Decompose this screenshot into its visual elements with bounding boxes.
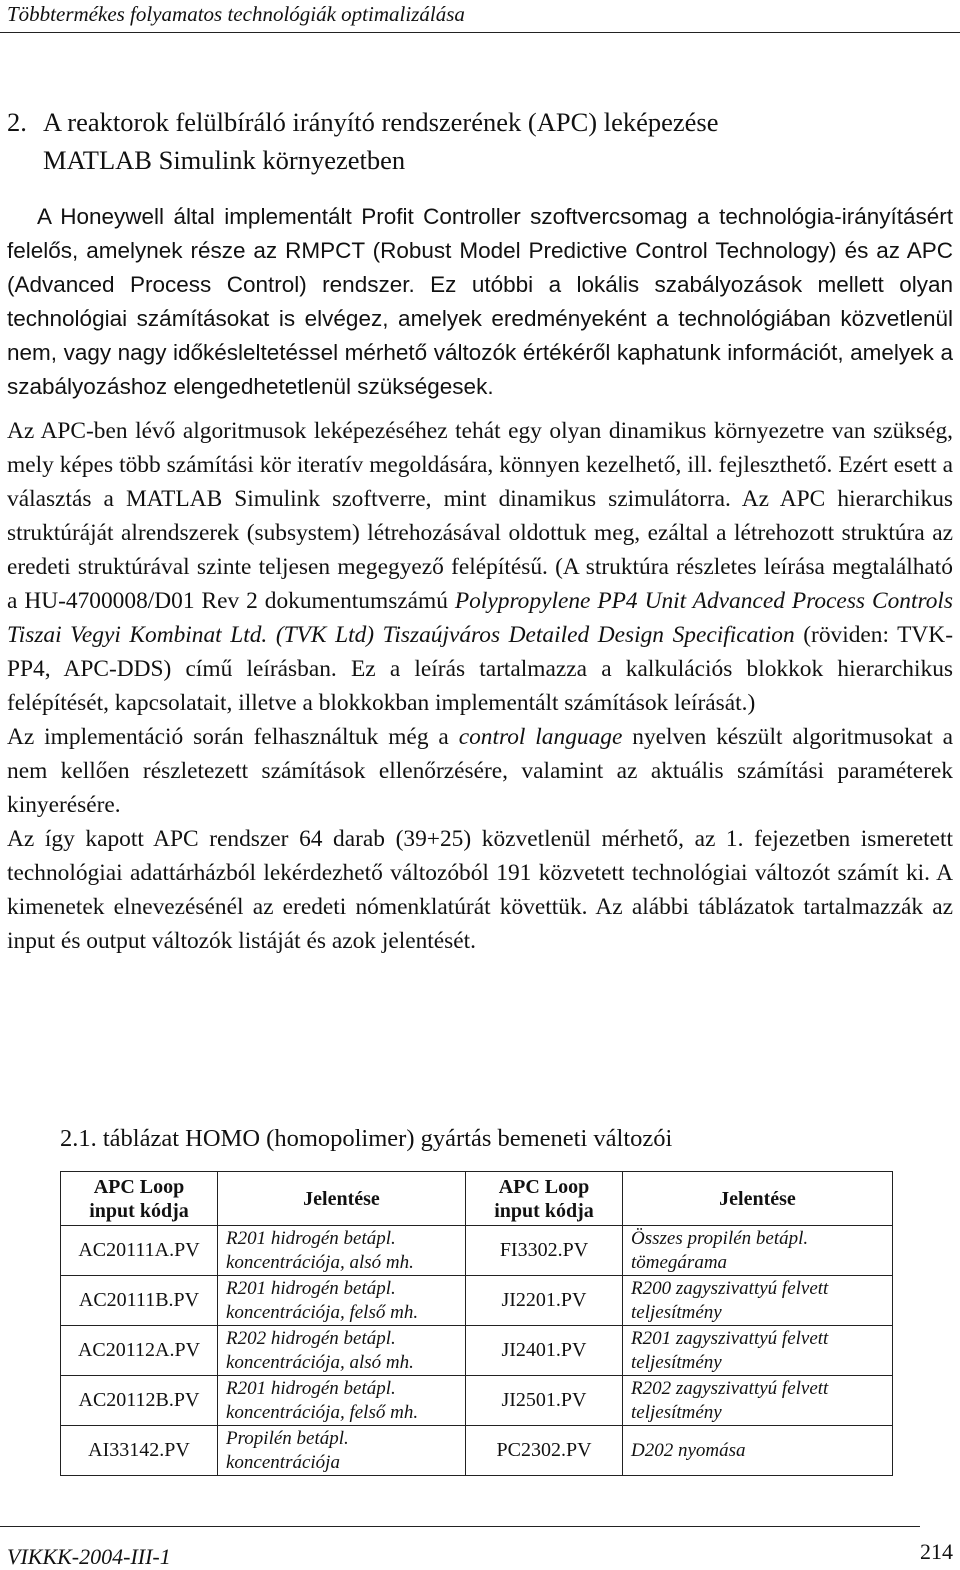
body-text <box>7 200 953 958</box>
loop-meaning: R201 hidrogén betápl. koncentrációja, felső mh. <box>218 1276 466 1326</box>
loop-meaning: Propilén betápl. koncentrációja <box>218 1426 466 1476</box>
loop-meaning: R201 zagyszivattyú felvett teljesítmény <box>623 1326 893 1376</box>
loop-code: FI3302.PV <box>466 1226 623 1276</box>
paragraph-3 <box>7 720 953 822</box>
page-number: 214 <box>920 1539 953 1564</box>
header-meaning-2: Jelentése <box>623 1172 893 1226</box>
table-row <box>61 1226 893 1276</box>
table-header-row <box>61 1172 893 1226</box>
loop-code: AC20111B.PV <box>61 1276 218 1326</box>
loop-code: AC20112B.PV <box>61 1376 218 1426</box>
paragraph-4: Az így kapott APC rendszer 64 darab (39+25) közvetlenül mérhető, az 1. fejezetben ismeretett technológiai adattárházból lekérdezhető változóból 191 közvetett technológiai változót számít ki. A kimenetek elnevezésénél az eredeti nómenklatúrát követtük. Az alábbi táblázatok tartalmazzák az input és output változók listáját és azok jelentését. <box>7 826 953 954</box>
footer-document-id: VIKKK-2004-III-1 <box>7 1544 171 1569</box>
paragraph-3-text-b: nyelven készült algoritmusokat a nem kellően részletezett számítások ellenőrzésére, valamint az aktuális számítási paraméterek kinyerésére. <box>7 724 953 818</box>
section-number: 2. <box>7 107 27 137</box>
table-row <box>61 1326 893 1376</box>
paragraph-1 <box>7 200 953 404</box>
table-caption: 2.1. táblázat HOMO (homopolimer) gyártás bemeneti változói <box>60 1125 673 1152</box>
input-variables-table <box>60 1171 893 1476</box>
header-code-2: APC Loop input kódja <box>466 1172 623 1226</box>
header-divider <box>0 32 960 33</box>
table-row <box>61 1426 893 1476</box>
loop-code: JI2401.PV <box>466 1326 623 1376</box>
table-row <box>61 1376 893 1426</box>
section-title-line2: MATLAB Simulink környezetben <box>43 145 406 175</box>
footer-divider <box>0 1526 920 1527</box>
loop-code: AI33142.PV <box>61 1426 218 1476</box>
loop-meaning: Összes propilén betápl. tömegárama <box>623 1226 893 1276</box>
loop-meaning: R201 hidrogén betápl. koncentrációja, alsó mh. <box>218 1226 466 1276</box>
paragraph-3-text-a: Az implementáció során felhasználtuk még a <box>7 724 459 750</box>
paragraph-2 <box>7 414 953 720</box>
paragraph-1-sans: A Honeywell által implementált Profit Controller szoftvercsomag a technológia-irányításért felelős, amelynek része az RMPCT (Robust Model Predictive Control Technology) és az APC (Advanced Process Control) rendszer. <box>7 204 953 297</box>
paragraph-2-text-b: (röviden: TVK-PP4, APC-DDS) című leírásban. Ez a leírás tartalmazza a kalkulációs blokkok hierarchikus felépítését, kapcsolatait, illetve a blokkokban implementált számítások leírását.) <box>7 622 953 716</box>
document-title-italic: Polypropylene PP4 Unit Advanced Process Controls Tiszai Vegyi Kombinat Ltd. (TVK Ltd) Tiszaújváros Detailed Design Specification <box>7 588 953 648</box>
loop-code: JI2501.PV <box>466 1376 623 1426</box>
loop-meaning: R200 zagyszivattyú felvett teljesítmény <box>623 1276 893 1326</box>
header-code-1: APC Loop input kódja <box>61 1172 218 1226</box>
header-meaning-1: Jelentése <box>218 1172 466 1226</box>
loop-code: AC20111A.PV <box>61 1226 218 1276</box>
loop-meaning: R202 hidrogén betápl. koncentrációja, alsó mh. <box>218 1326 466 1376</box>
loop-code: AC20112A.PV <box>61 1326 218 1376</box>
table-row <box>61 1276 893 1326</box>
loop-code: PC2302.PV <box>466 1426 623 1476</box>
section-title-line1: A reaktorok felülbíráló irányító rendszerének (APC) leképezése <box>43 107 719 137</box>
paragraph-1-rest: Ez utóbbi a lokális szabályozások mellett olyan technológiai számításokat is elvégez, amelyek eredményeként a technológiában közvetlenül nem, vagy nagy időkésleltetéssel mérhető változók értékéről kaphatunk információt, amelyek a szabályozáshoz elengedhetetlenül szükségesek. <box>7 272 954 399</box>
running-header: Többtermékes folyamatos technológiák optimalizálása <box>7 2 465 26</box>
control-language-italic: control language <box>458 724 623 750</box>
loop-meaning: R202 zagyszivattyú felvett teljesítmény <box>623 1376 893 1426</box>
loop-code: JI2201.PV <box>466 1276 623 1326</box>
section-heading <box>7 103 887 179</box>
paragraph-2-text-a: Az APC-ben lévő algoritmusok leképezéséhez tehát egy olyan dinamikus környezetre van szükség, mely képes több számítási kör iteratív megoldására, könnyen kezelhető, ill. fejleszthető. Ezért esett a választás a MATLAB Simulink szoftverre, mint dinamikus szimulátorra. Az APC hierarchikus struktúráját alrendszerek (subsystem) létrehozásával oldottuk meg, ezáltal a létrehozott struktúra az eredeti struktúrával szinte teljesen megegyező felépítésű. (A struktúra részletes leírása megtalálható a HU-4700008/D01 Rev 2 dokumentumszámú <box>7 418 953 614</box>
loop-meaning: D202 nyomása <box>623 1426 893 1476</box>
loop-meaning: R201 hidrogén betápl. koncentrációja, felső mh. <box>218 1376 466 1426</box>
